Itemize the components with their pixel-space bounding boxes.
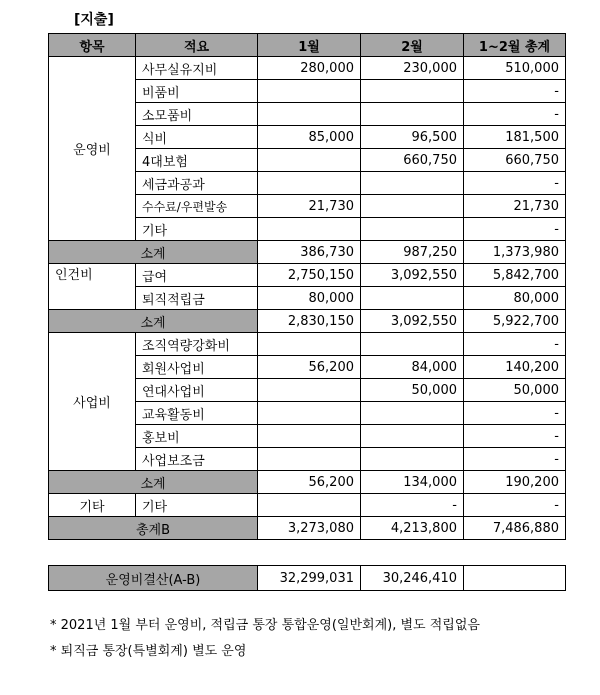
m2-cell (361, 218, 464, 241)
m1-cell: 386,730 (258, 241, 361, 264)
m2-cell: 3,092,550 (361, 264, 464, 287)
grand-total-row (49, 517, 566, 540)
total-cell: - (464, 103, 566, 126)
item-cell: 사무실유지비 (136, 57, 258, 80)
m1-cell: 85,000 (258, 126, 361, 149)
total-cell: - (464, 425, 566, 448)
m2-cell: 4,213,800 (361, 517, 464, 540)
total-cell: 5,922,700 (464, 310, 566, 333)
item-cell: 수수료/우편발송 (136, 195, 258, 218)
group-other: 기타 (49, 494, 136, 517)
item-cell: 기타 (136, 494, 258, 517)
total-cell: 80,000 (464, 287, 566, 310)
header-month1: 1월 (258, 34, 361, 57)
item-cell: 회원사업비 (136, 356, 258, 379)
item-cell: 4대보험 (136, 149, 258, 172)
m2-cell (361, 172, 464, 195)
result-m1: 32,299,031 (258, 566, 361, 591)
result-table (48, 565, 566, 591)
result-m2: 30,246,410 (361, 566, 464, 591)
m1-cell (258, 333, 361, 356)
result-label: 운영비결산(A-B) (49, 566, 258, 591)
m2-cell: 3,092,550 (361, 310, 464, 333)
m1-cell (258, 425, 361, 448)
total-cell: 660,750 (464, 149, 566, 172)
subtotal-row-business (49, 471, 566, 494)
m1-cell: 2,830,150 (258, 310, 361, 333)
m1-cell (258, 218, 361, 241)
m2-cell: 50,000 (361, 379, 464, 402)
m1-cell: 56,200 (258, 471, 361, 494)
m1-cell: 80,000 (258, 287, 361, 310)
item-cell: 식비 (136, 126, 258, 149)
section-title: [지출] (74, 12, 114, 28)
m1-cell: 2,750,150 (258, 264, 361, 287)
total-cell: 5,842,700 (464, 264, 566, 287)
total-cell: 21,730 (464, 195, 566, 218)
total-cell: - (464, 80, 566, 103)
m1-cell (258, 448, 361, 471)
subtotal-label: 소계 (49, 471, 258, 494)
total-cell: 1,373,980 (464, 241, 566, 264)
header-category: 항목 (49, 34, 136, 57)
item-cell: 급여 (136, 264, 258, 287)
table-row (49, 494, 566, 517)
table-row (49, 57, 566, 80)
m2-cell: 230,000 (361, 57, 464, 80)
total-cell: 50,000 (464, 379, 566, 402)
m1-cell (258, 80, 361, 103)
total-cell: - (464, 494, 566, 517)
subtotal-label: 소계 (49, 310, 258, 333)
item-cell: 홍보비 (136, 425, 258, 448)
expense-table (48, 33, 566, 540)
total-cell: - (464, 172, 566, 195)
item-cell: 비품비 (136, 80, 258, 103)
m2-cell (361, 80, 464, 103)
m2-cell (361, 425, 464, 448)
m1-cell: 3,273,080 (258, 517, 361, 540)
group-operating: 운영비 (49, 57, 136, 241)
grand-total-label: 총계B (49, 517, 258, 540)
m2-cell: - (361, 494, 464, 517)
m2-cell (361, 287, 464, 310)
m1-cell: 56,200 (258, 356, 361, 379)
m2-cell: 96,500 (361, 126, 464, 149)
total-cell: - (464, 448, 566, 471)
item-cell: 연대사업비 (136, 379, 258, 402)
m1-cell (258, 402, 361, 425)
m1-cell (258, 103, 361, 126)
m2-cell (361, 195, 464, 218)
item-cell: 조직역량강화비 (136, 333, 258, 356)
m1-cell (258, 149, 361, 172)
m2-cell (361, 448, 464, 471)
table-row (49, 264, 566, 287)
header-total: 1~2월 총계 (464, 34, 566, 57)
total-cell: 510,000 (464, 57, 566, 80)
total-cell: - (464, 402, 566, 425)
footnote: * 2021년 1월 부터 운영비, 적립금 통장 통합운영(일반회계), 별도 적립없음 (50, 618, 480, 633)
subtotal-row-operating (49, 241, 566, 264)
group-business: 사업비 (49, 333, 136, 471)
total-cell: 7,486,880 (464, 517, 566, 540)
item-cell: 사업보조금 (136, 448, 258, 471)
m2-cell (361, 402, 464, 425)
item-cell: 퇴직적립금 (136, 287, 258, 310)
item-cell: 세금과공과 (136, 172, 258, 195)
total-cell: 190,200 (464, 471, 566, 494)
total-cell: - (464, 218, 566, 241)
header-row (49, 34, 566, 57)
m2-cell (361, 333, 464, 356)
header-month2: 2월 (361, 34, 464, 57)
footnote: * 퇴직금 통장(특별회계) 별도 운영 (50, 644, 247, 659)
total-cell: 140,200 (464, 356, 566, 379)
m2-cell: 84,000 (361, 356, 464, 379)
header-description: 적요 (136, 34, 258, 57)
m1-cell: 21,730 (258, 195, 361, 218)
subtotal-row-personnel (49, 310, 566, 333)
table-row (49, 333, 566, 356)
m2-cell: 134,000 (361, 471, 464, 494)
result-total (464, 566, 566, 591)
m1-cell: 280,000 (258, 57, 361, 80)
subtotal-label: 소계 (49, 241, 258, 264)
group-personnel: 인건비 (49, 264, 136, 310)
m2-cell: 660,750 (361, 149, 464, 172)
item-cell: 교육활동비 (136, 402, 258, 425)
m2-cell: 987,250 (361, 241, 464, 264)
result-row (49, 566, 566, 591)
m2-cell (361, 103, 464, 126)
total-cell: 181,500 (464, 126, 566, 149)
m1-cell (258, 172, 361, 195)
m1-cell (258, 379, 361, 402)
item-cell: 기타 (136, 218, 258, 241)
item-cell: 소모품비 (136, 103, 258, 126)
total-cell: - (464, 333, 566, 356)
m1-cell (258, 494, 361, 517)
